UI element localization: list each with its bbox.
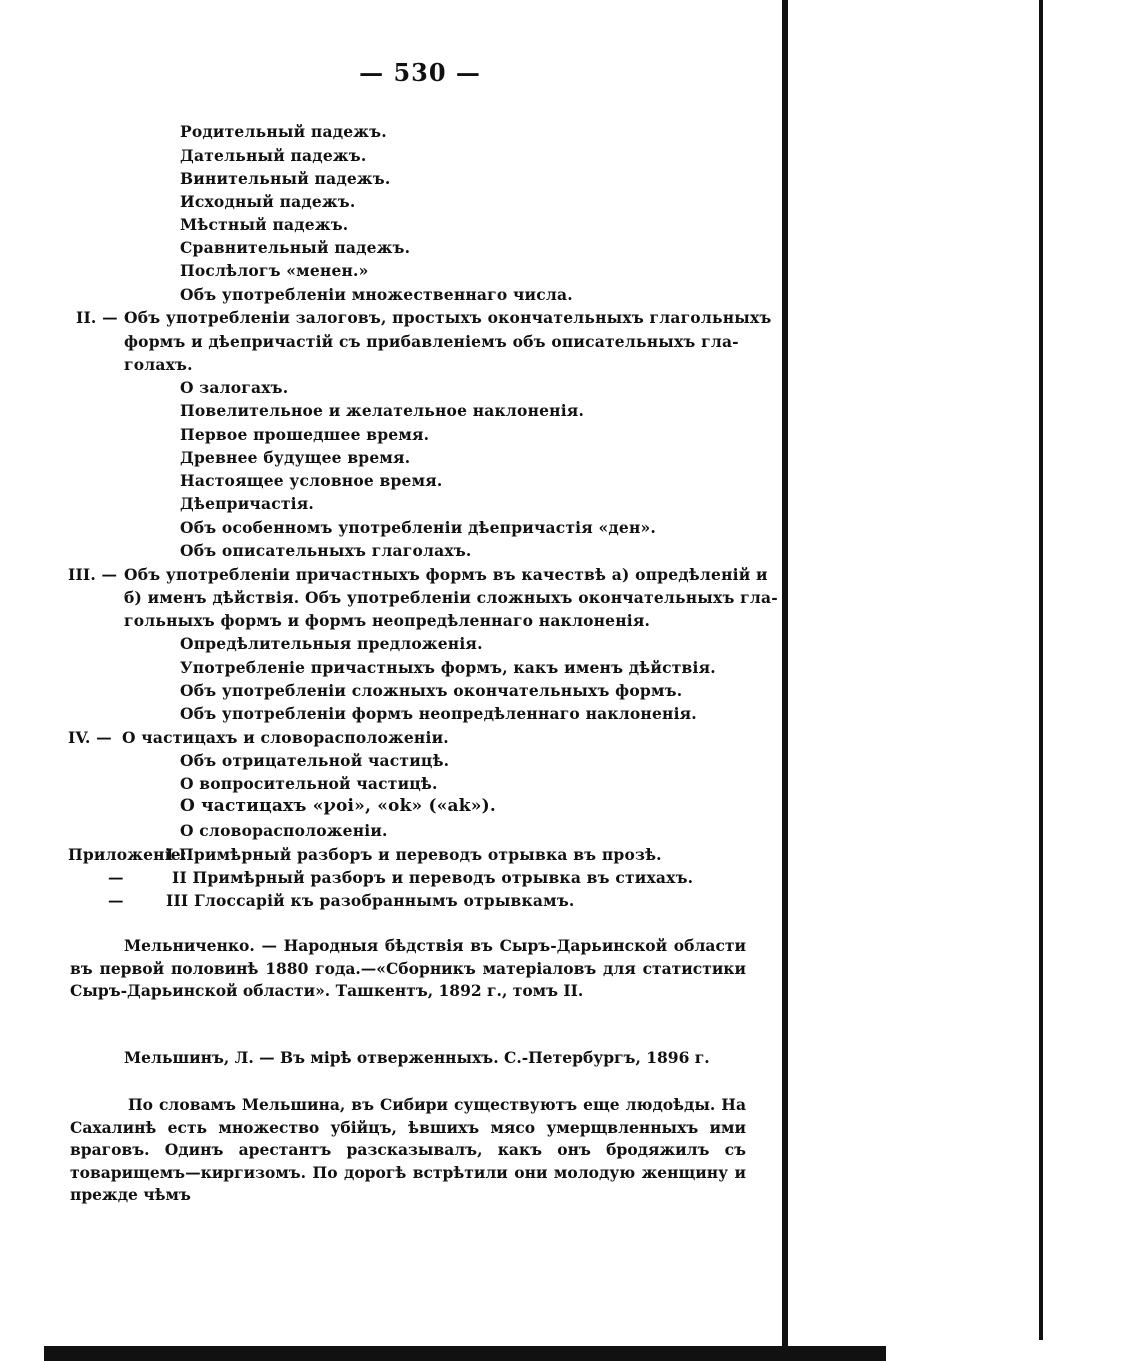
section-numeral: III. — (68, 565, 118, 584)
toc-item: Послѣлогъ «менен.» (180, 261, 369, 280)
bibliography-entry: Мельниченко. — Народныя бѣдствія въ Сыръ-Дарьинской области въ первой половинѣ 1880 года.—«Сборникъ матеріаловъ для статистики Сыръ-Дарьинской области». Ташкентъ, 1892 г., томъ II. (70, 936, 746, 1000)
toc-item: Употребленіе причастныхъ формъ, какъ именъ дѣйствія. (180, 658, 716, 677)
binding-edge-line (1039, 0, 1043, 1340)
toc-item: Мѣстный падежъ. (180, 215, 349, 234)
section-heading-line: Объ употребленіи залоговъ, простыхъ окончательныхъ глагольныхъ (124, 308, 772, 327)
appendix-item: I Примѣрный разборъ и переводъ отрывка въ прозѣ. (166, 845, 662, 864)
toc-item: О словорасположеніи. (180, 821, 388, 840)
section-heading-line: формъ и дѣепричастій съ прибавленіемъ объ описательныхъ гла- (124, 332, 739, 351)
toc-item: Опредѣлительныя предложенія. (180, 634, 483, 653)
toc-item: Настоящее условное время. (180, 471, 443, 490)
toc-item: Родительный падежъ. (180, 122, 387, 141)
toc-item: Дѣепричастія. (180, 494, 314, 513)
page-number: — 530 — (359, 58, 481, 87)
toc-item: Сравнительный падежъ. (180, 238, 411, 257)
section-numeral: IV. — (68, 728, 112, 747)
page-edge-line (782, 0, 788, 1361)
toc-item: Объ описательныхъ глаголахъ. (180, 541, 472, 560)
section-heading-line: О частицахъ и словорасположеніи. (122, 728, 449, 747)
section-heading-line: б) именъ дѣйствія. Объ употребленіи сложныхъ окончательныхъ гла- (124, 588, 778, 607)
toc-item: Исходный падежъ. (180, 192, 356, 211)
bibliography-entry: Мельшинъ, Л. — Въ мірѣ отверженныхъ. С.-Петербургъ, 1896 г. (124, 1048, 710, 1067)
section-numeral: II. — (76, 308, 118, 327)
toc-item: Объ отрицательной частицѣ. (180, 751, 450, 770)
section-heading-line: гольныхъ формъ и формъ неопредѣленнаго наклоненія. (124, 611, 651, 630)
bottom-border-bar (44, 1346, 886, 1361)
toc-item: Объ употребленіи сложныхъ окончательныхъ формъ. (180, 681, 683, 700)
toc-item: Дательный падежъ. (180, 146, 367, 165)
toc-item: Объ употребленіи формъ неопредѣленнаго наклоненія. (180, 704, 697, 723)
toc-item: О залогахъ. (180, 378, 289, 397)
entry-body: По словамъ Мельшина, въ Сибири существуютъ еще людоѣды. На Сахалинѣ есть множество убійцъ, ѣвшихъ мясо умерщвленныхъ ими враговъ. Одинъ арестантъ разсказывалъ, какъ онъ бродяжилъ съ товарищемъ—киргизомъ. По дорогѣ встрѣтили они молодую женщину и прежде чѣмъ (70, 1095, 746, 1204)
toc-item: Древнее будущее время. (180, 448, 411, 467)
appendix-item: III Глоссарій къ разобраннымъ отрывкамъ. (166, 891, 575, 910)
appendix-dash: — (108, 868, 124, 887)
toc-item: Первое прошедшее время. (180, 425, 430, 444)
appendix-label: Приложеніе: (68, 845, 187, 864)
toc-item: Объ особенномъ употребленіи дѣепричастія «ден». (180, 518, 657, 537)
toc-item: Повелительное и желательное наклоненія. (180, 401, 585, 420)
appendix-item: II Примѣрный разборъ и переводъ отрывка въ стихахъ. (172, 868, 694, 887)
toc-item: О частицахъ «ꝩoi», «ok» («ak»). (180, 796, 496, 816)
section-heading-line: Объ употребленіи причастныхъ формъ въ качествѣ а) опредѣленій и (124, 565, 768, 584)
toc-item: Объ употребленіи множественнаго числа. (180, 285, 573, 304)
toc-item: О вопросительной частицѣ. (180, 774, 438, 793)
appendix-dash: — (108, 891, 124, 910)
toc-item: Винительный падежъ. (180, 169, 391, 188)
section-heading-line: голахъ. (124, 355, 193, 374)
